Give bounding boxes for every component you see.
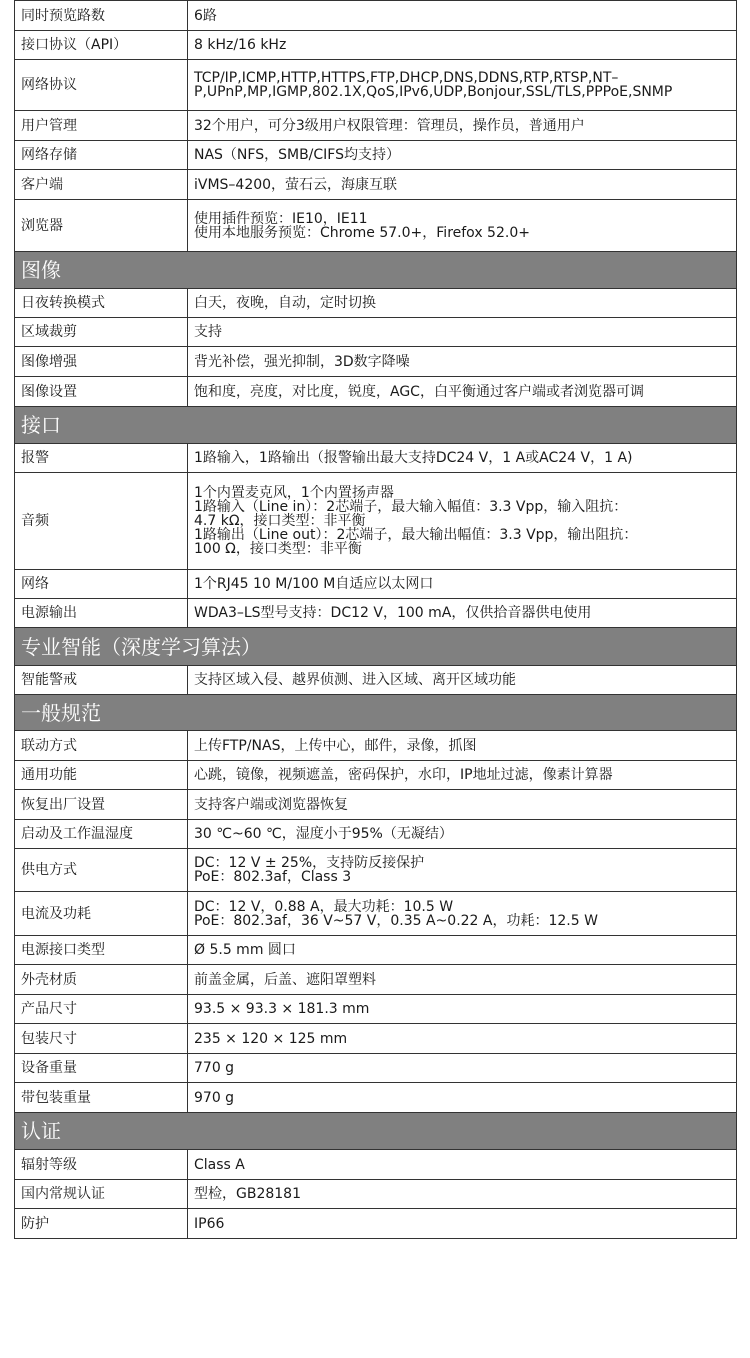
spec-row xyxy=(15,1,737,31)
spec-value xyxy=(188,570,737,599)
spec-value-line: 1个内置麦克风，1个内置扬声器 xyxy=(194,485,394,501)
spec-value xyxy=(188,936,737,965)
spec-value-line: TCP/IP,ICMP,HTTP,HTTPS,FTP,DHCP,DNS,DDNS,RTP,RTSP,NT– xyxy=(194,70,619,86)
spec-value-line: 背光补偿，强光抑制，3D数字降噪 xyxy=(194,353,410,370)
spec-value-line: 93.5 × 93.3 × 181.3 mm xyxy=(194,1001,370,1017)
spec-value-line: 饱和度，亮度，对比度，锐度，AGC，白平衡通过客户端或者浏览器可调 xyxy=(194,383,644,400)
spec-label: 启动及工作温湿度 xyxy=(15,820,188,849)
spec-row xyxy=(15,892,737,936)
spec-value-line: 支持客户端或浏览器恢复 xyxy=(194,796,348,813)
spec-label: 用户管理 xyxy=(15,111,188,141)
spec-row xyxy=(15,347,737,377)
spec-row xyxy=(15,200,737,252)
spec-row xyxy=(15,289,737,318)
spec-row xyxy=(15,1180,737,1209)
spec-value xyxy=(188,731,737,761)
spec-value xyxy=(188,60,737,111)
spec-label: 设备重量 xyxy=(15,1054,188,1083)
spec-row xyxy=(15,731,737,761)
section-title: 认证 xyxy=(15,1113,737,1150)
spec-value-line: 型检，GB28181 xyxy=(194,1186,301,1202)
spec-row xyxy=(15,820,737,849)
spec-row xyxy=(15,111,737,141)
spec-value xyxy=(188,31,737,60)
spec-label: 浏览器 xyxy=(15,200,188,252)
spec-row xyxy=(15,570,737,599)
spec-value xyxy=(188,1,737,31)
spec-value-line: NAS（NFS，SMB/CIFS均支持） xyxy=(194,147,400,163)
spec-value xyxy=(188,289,737,318)
spec-value xyxy=(188,599,737,628)
spec-label: 外壳材质 xyxy=(15,965,188,995)
spec-value xyxy=(188,111,737,141)
spec-row xyxy=(15,60,737,111)
spec-label: 网络存储 xyxy=(15,141,188,170)
spec-label: 带包装重量 xyxy=(15,1083,188,1113)
spec-value xyxy=(188,473,737,570)
spec-label: 产品尺寸 xyxy=(15,995,188,1024)
spec-row xyxy=(15,790,737,820)
spec-label: 图像增强 xyxy=(15,347,188,377)
spec-value-line: PoE：802.3af，36 V~57 V，0.35 A~0.22 A，功耗：12.5 W xyxy=(194,912,598,929)
spec-row xyxy=(15,1024,737,1054)
spec-row xyxy=(15,599,737,628)
spec-value-line: Class A xyxy=(194,1156,245,1173)
spec-row xyxy=(15,141,737,170)
spec-value xyxy=(188,995,737,1024)
spec-value xyxy=(188,790,737,820)
spec-value xyxy=(188,892,737,936)
spec-value xyxy=(188,1209,737,1239)
spec-row xyxy=(15,318,737,347)
spec-label: 包装尺寸 xyxy=(15,1024,188,1054)
spec-label: 联动方式 xyxy=(15,731,188,761)
spec-value xyxy=(188,820,737,849)
spec-row xyxy=(15,995,737,1024)
spec-label: 客户端 xyxy=(15,170,188,200)
spec-value-line: 100 Ω，接口类型：非平衡 xyxy=(194,541,362,557)
spec-value xyxy=(188,1054,737,1083)
spec-value xyxy=(188,1083,737,1113)
spec-value xyxy=(188,1180,737,1209)
spec-value xyxy=(188,1150,737,1180)
section-header-row xyxy=(15,252,737,289)
spec-label: 接口协议（API） xyxy=(15,31,188,60)
spec-label: 同时预览路数 xyxy=(15,1,188,31)
spec-value xyxy=(188,965,737,995)
section-title: 专业智能（深度学习算法） xyxy=(15,628,737,666)
spec-value xyxy=(188,347,737,377)
spec-label: 报警 xyxy=(15,444,188,473)
spec-label: 网络协议 xyxy=(15,60,188,111)
spec-value xyxy=(188,761,737,790)
spec-row xyxy=(15,849,737,892)
spec-value-line: 上传FTP/NAS，上传中心，邮件，录像，抓图 xyxy=(194,737,477,754)
spec-value xyxy=(188,200,737,252)
spec-value-line: 8 kHz/16 kHz xyxy=(194,37,287,53)
spec-value-line: 使用插件预览：IE10，IE11 xyxy=(194,210,368,227)
spec-row xyxy=(15,1209,737,1239)
spec-row xyxy=(15,1150,737,1180)
spec-value xyxy=(188,170,737,200)
section-title: 图像 xyxy=(15,252,737,289)
spec-label: 辐射等级 xyxy=(15,1150,188,1180)
spec-value-line: 30 ℃~60 ℃，湿度小于95%（无凝结） xyxy=(194,826,453,842)
spec-row xyxy=(15,170,737,200)
spec-value xyxy=(188,849,737,892)
spec-value xyxy=(188,444,737,473)
spec-value-line: PoE：802.3af，Class 3 xyxy=(194,869,352,885)
spec-label: 电源输出 xyxy=(15,599,188,628)
spec-value-line: 235 × 120 × 125 mm xyxy=(194,1030,348,1047)
spec-value-line: P,UPnP,MP,IGMP,802.1X,QoS,IPv6,UDP,Bonjour,SSL/TLS,PPPoE,SNMP xyxy=(194,84,673,100)
spec-value-line: 心跳，镜像，视频遮盖，密码保护，水印，IP地址过滤，像素计算器 xyxy=(194,767,613,783)
spec-label: 日夜转换模式 xyxy=(15,289,188,318)
spec-row xyxy=(15,936,737,965)
spec-row xyxy=(15,1054,737,1083)
spec-row xyxy=(15,473,737,570)
spec-value-line: 970 g xyxy=(194,1089,235,1106)
section-header-row xyxy=(15,407,737,444)
spec-value-line: DC：12 V，0.88 A，最大功耗：10.5 W xyxy=(194,898,454,915)
section-header-row xyxy=(15,628,737,666)
spec-table xyxy=(14,0,737,1239)
spec-label: 音频 xyxy=(15,473,188,570)
spec-value-line: 6路 xyxy=(194,7,217,24)
spec-value-line: DC：12 V ± 25%，支持防反接保护 xyxy=(194,855,425,871)
spec-value xyxy=(188,141,737,170)
spec-row xyxy=(15,377,737,407)
spec-value-line: Ø 5.5 mm 圆口 xyxy=(194,942,296,958)
spec-value-line: 32个用户，可分3级用户权限管理：管理员，操作员，普通用户 xyxy=(194,117,585,134)
spec-row xyxy=(15,965,737,995)
spec-row xyxy=(15,444,737,473)
spec-label: 网络 xyxy=(15,570,188,599)
section-header-row xyxy=(15,695,737,731)
spec-label: 图像设置 xyxy=(15,377,188,407)
spec-value-line: 使用本地服务预览：Chrome 57.0+，Firefox 52.0+ xyxy=(194,224,530,241)
spec-value xyxy=(188,1024,737,1054)
section-title: 接口 xyxy=(15,407,737,444)
section-title: 一般规范 xyxy=(15,695,737,731)
spec-value-line: 1个RJ45 10 M/100 M自适应以太网口 xyxy=(194,576,434,592)
spec-label: 国内常规认证 xyxy=(15,1180,188,1209)
spec-value xyxy=(188,318,737,347)
spec-label: 恢复出厂设置 xyxy=(15,790,188,820)
spec-value-line: 白天，夜晚，自动，定时切换 xyxy=(194,295,376,311)
spec-label: 区域裁剪 xyxy=(15,318,188,347)
spec-value-line: 前盖金属，后盖、遮阳罩塑料 xyxy=(194,971,376,988)
spec-value-line: 1路输入，1路输出（报警输出最大支持DC24 V，1 A或AC24 V，1 A) xyxy=(194,450,633,466)
spec-row xyxy=(15,31,737,60)
spec-label: 供电方式 xyxy=(15,849,188,892)
spec-value-line: 支持 xyxy=(194,324,222,340)
spec-label: 智能警戒 xyxy=(15,666,188,695)
spec-value-line: 4.7 kΩ，接口类型：非平衡 xyxy=(194,513,366,529)
spec-value-line: 支持区域入侵、越界侦测、进入区域、离开区域功能 xyxy=(194,672,516,688)
section-header-row xyxy=(15,1113,737,1150)
spec-table-body xyxy=(15,1,737,1239)
spec-label: 通用功能 xyxy=(15,761,188,790)
spec-value-line: 1路输出（Line out）：2芯端子，最大输出幅值：3.3 Vpp，输出阻抗： xyxy=(194,527,638,543)
spec-value-line: IP66 xyxy=(194,1215,225,1232)
spec-value-line: 1路输入（Line in）：2芯端子，最大输入幅值：3.3 Vpp，输入阻抗： xyxy=(194,499,628,515)
spec-value-line: 770 g xyxy=(194,1060,235,1076)
spec-value-line: WDA3–LS型号支持：DC12 V，100 mA，仅供拾音器供电使用 xyxy=(194,605,592,621)
spec-row xyxy=(15,666,737,695)
spec-label: 电流及功耗 xyxy=(15,892,188,936)
spec-row xyxy=(15,1083,737,1113)
spec-label: 电源接口类型 xyxy=(15,936,188,965)
spec-value xyxy=(188,377,737,407)
spec-label: 防护 xyxy=(15,1209,188,1239)
spec-row xyxy=(15,761,737,790)
spec-value-line: iVMS–4200，萤石云，海康互联 xyxy=(194,176,398,193)
spec-value xyxy=(188,666,737,695)
